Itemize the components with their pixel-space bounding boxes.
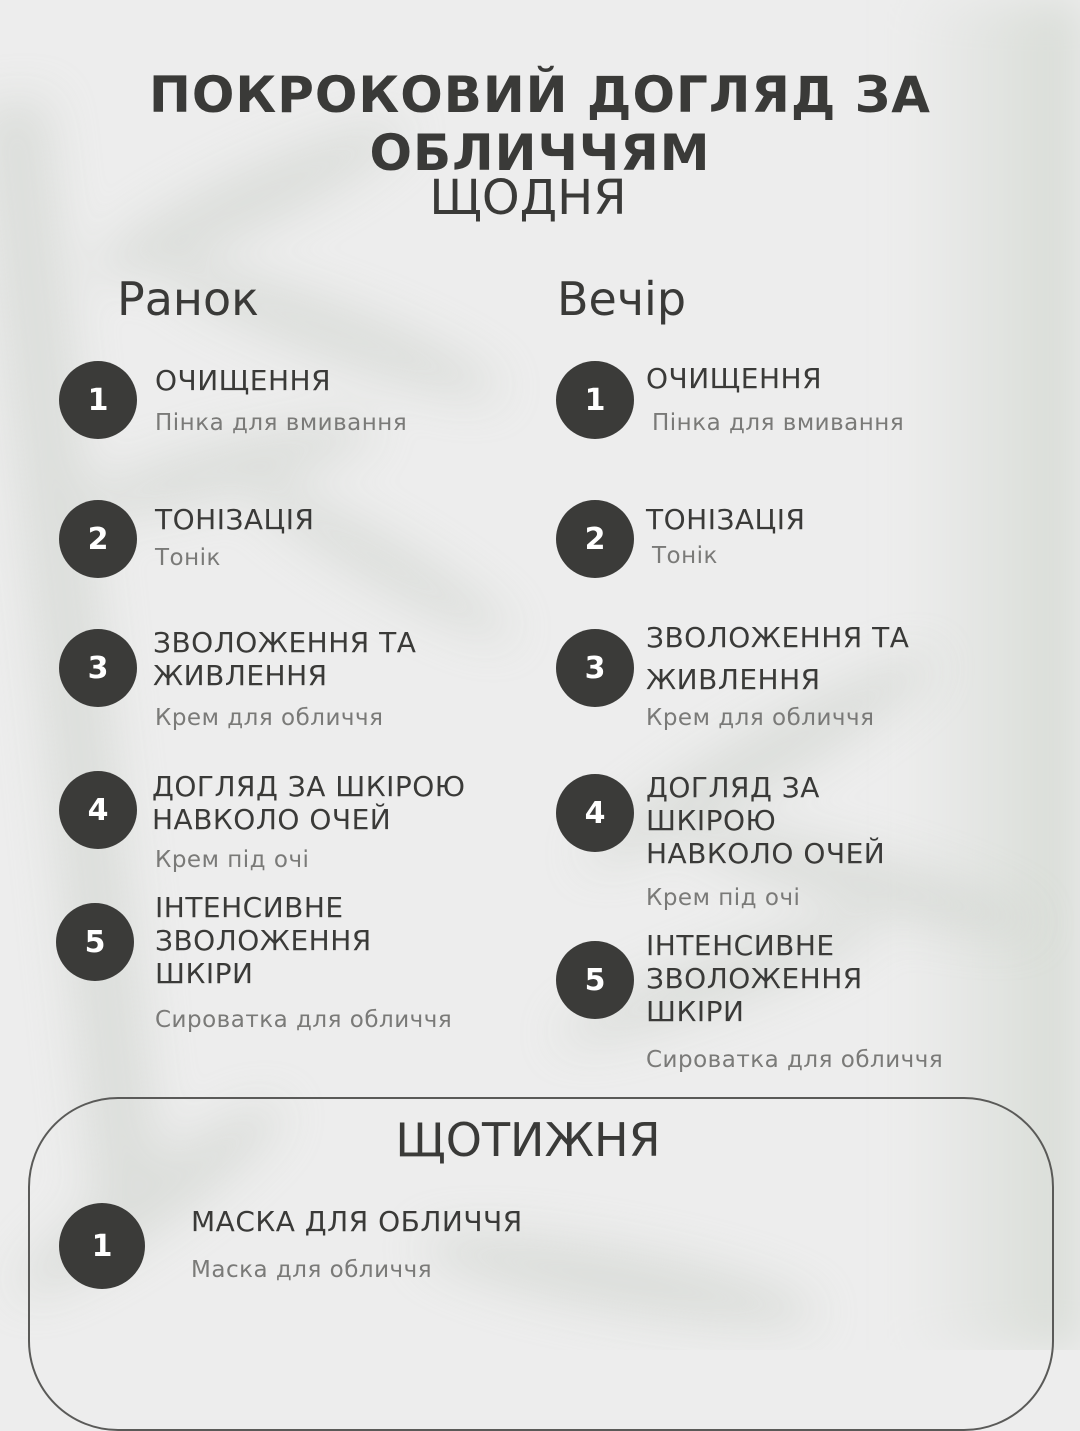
page-title: ПОКРОКОВИЙ ДОГЛЯД ЗА ОБЛИЧЧЯМ <box>148 66 932 182</box>
morning-step-5-badge: 5 <box>56 903 134 981</box>
weekly-heading: ЩОТИЖНЯ <box>395 1113 661 1167</box>
evening-step-4-product: Крем під очі <box>646 885 801 911</box>
morning-step-1-badge: 1 <box>59 361 137 439</box>
evening-step-3-badge: 3 <box>556 629 634 707</box>
morning-step-3-badge: 3 <box>59 629 137 707</box>
evening-step-1-title: ОЧИЩЕННЯ <box>646 362 823 395</box>
daily-heading: ЩОДНЯ <box>429 170 627 226</box>
weekly-step-1-product: Маска для обличчя <box>191 1257 433 1283</box>
evening-step-2-badge: 2 <box>556 500 634 578</box>
morning-step-2-title: ТОНІЗАЦІЯ <box>155 503 315 536</box>
morning-step-4-title: ДОГЛЯД ЗА ШКІРОЮ НАВКОЛО ОЧЕЙ <box>152 770 466 836</box>
weekly-step-1-title: МАСКА ДЛЯ ОБЛИЧЧЯ <box>191 1205 523 1238</box>
evening-step-3-title: ЗВОЛОЖЕННЯ ТА ЖИВЛЕННЯ <box>646 621 910 696</box>
evening-step-1-badge: 1 <box>556 361 634 439</box>
evening-step-4-title: ДОГЛЯД ЗА ШКІРОЮ НАВКОЛО ОЧЕЙ <box>646 771 886 870</box>
morning-step-1-title: ОЧИЩЕННЯ <box>155 364 332 397</box>
morning-step-2-badge: 2 <box>59 500 137 578</box>
morning-step-5-title: ІНТЕНСИВНЕ ЗВОЛОЖЕННЯ ШКІРИ <box>155 891 372 990</box>
evening-step-2-product: Тонік <box>652 543 718 569</box>
weekly-step-1-badge: 1 <box>59 1203 145 1289</box>
evening-heading: Вечір <box>557 272 687 326</box>
evening-step-5-title: ІНТЕНСИВНЕ ЗВОЛОЖЕННЯ ШКІРИ <box>646 929 863 1028</box>
evening-step-4-badge: 4 <box>556 774 634 852</box>
morning-heading: Ранок <box>117 272 259 326</box>
evening-step-2-title: ТОНІЗАЦІЯ <box>646 503 806 536</box>
morning-step-3-title: ЗВОЛОЖЕННЯ ТА ЖИВЛЕННЯ <box>153 626 417 692</box>
morning-step-2-product: Тонік <box>155 545 221 571</box>
morning-step-4-product: Крем під очі <box>155 847 310 873</box>
morning-step-1-product: Пінка для вмивання <box>155 410 408 436</box>
morning-step-4-badge: 4 <box>59 771 137 849</box>
evening-step-3-product: Крем для обличчя <box>646 705 875 731</box>
morning-step-3-product: Крем для обличчя <box>155 705 384 731</box>
evening-step-1-product: Пінка для вмивання <box>652 410 905 436</box>
evening-step-5-badge: 5 <box>556 941 634 1019</box>
morning-step-5-product: Сироватка для обличчя <box>155 1007 453 1033</box>
evening-step-5-product: Сироватка для обличчя <box>646 1047 944 1073</box>
